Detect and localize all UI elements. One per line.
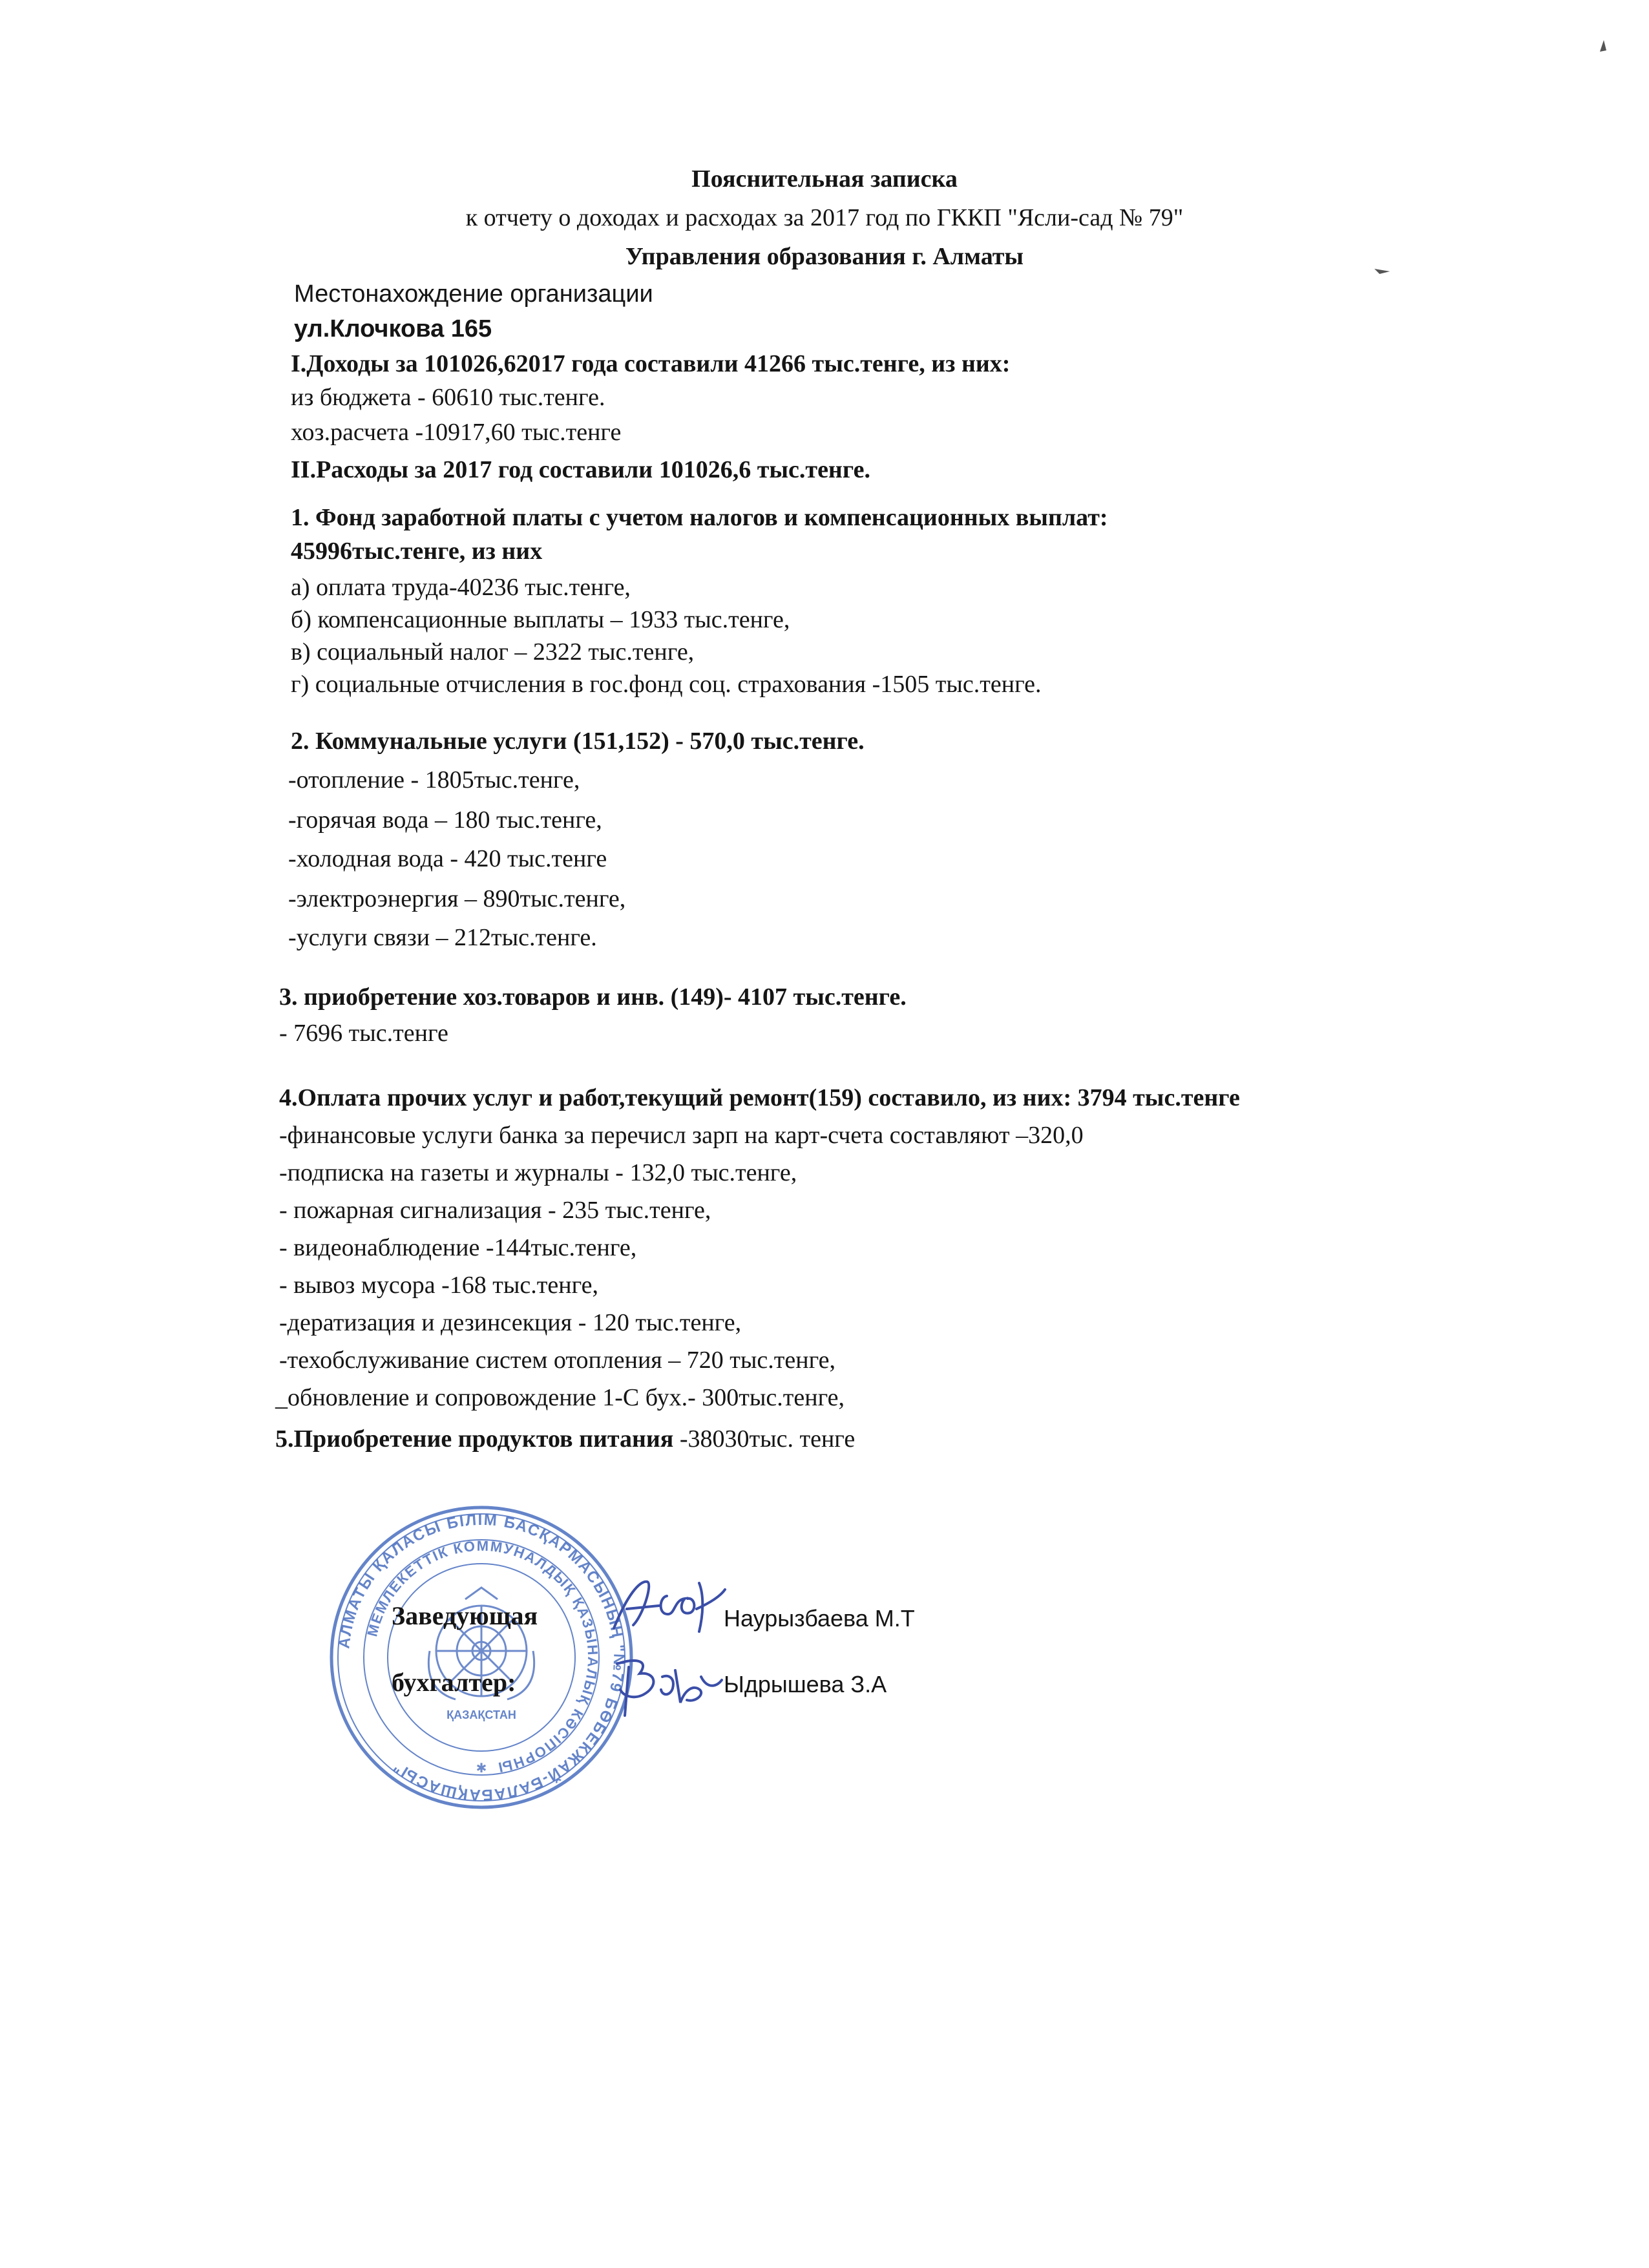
section2-item: -горячая вода – 180 тыс.тенге, — [288, 806, 602, 834]
accountant-label: бухгалтер: — [392, 1668, 516, 1697]
director-name: Наурызбаева М.Т — [724, 1605, 915, 1632]
stamp-outer-text: АЛМАТЫ ҚАЛАСЫ БІЛІМ БАСҚАРМАСЫНЫҢ "№79 БӨБЕКЖАЙ-БАЛАБАҚШАСЫ" — [335, 1511, 628, 1804]
section1-item: в) социальный налог – 2322 тыс.тенге, — [291, 638, 695, 666]
scan-mark-icon — [1596, 35, 1612, 54]
scan-mark-icon — [1373, 266, 1392, 277]
section2-item: -холодная вода - 420 тыс.тенге — [288, 845, 607, 872]
svg-text:МЕМЛЕКЕТТІК КОММУНАЛДЫҚ ҚАЗЫНА — [364, 1538, 601, 1776]
expenses-heading: II.Расходы за 2017 год составили 101026,6 тыс.тенге. — [291, 456, 870, 483]
section3-heading: 3. приобретение хоз.товаров и инв. (149)- 4107 тыс.тенге. — [279, 983, 907, 1011]
section4-item: -финансовые услуги банка за перечисл зарп на карт-счета составляют –320,0 — [279, 1122, 1084, 1149]
stamp-inner-text: МЕМЛЕКЕТТІК КОММУНАЛДЫҚ ҚАЗЫНАЛЫҚ КӘСІПОРНЫ — [364, 1537, 602, 1776]
income-item: из бюджета - 60610 тыс.тенге. — [291, 384, 605, 411]
section2-item: -услуги связи – 212тыс.тенге. — [288, 924, 597, 951]
section1-item: а) оплата труда-40236 тыс.тенге, — [291, 574, 631, 601]
section4-heading: 4.Оплата прочих услуг и работ,текущий ремонт(159) составило, из них: 3794 тыс.тенге — [279, 1084, 1240, 1111]
organization-line: Управления образования г. Алматы — [625, 243, 1024, 270]
section1-total: 45996тыс.тенге, из них — [291, 538, 543, 565]
director-label: Заведующая — [392, 1601, 538, 1630]
location-address: ул.Клочкова 165 — [294, 315, 492, 342]
section5-value: -38030тыс. тенге — [673, 1425, 856, 1453]
section4-item: -подписка на газеты и журналы - 132,0 тыс.тенге, — [279, 1159, 797, 1186]
organization-stamp — [326, 1502, 636, 1812]
section5-line — [275, 1424, 855, 1454]
accountant-name: Ыдрышева З.А — [724, 1671, 887, 1697]
section4-item: - видеонаблюдение -144тыс.тенге, — [279, 1234, 637, 1261]
star-icon: ✱ — [476, 1761, 487, 1776]
income-heading: I.Доходы за 101026,62017 года составили 41266 тыс.тенге, из них: — [291, 350, 1011, 377]
section4-item: -техобслуживание систем отопления – 720 тыс.тенге, — [279, 1347, 836, 1374]
section4-item: -дератизация и дезинсекция - 120 тыс.тенге, — [279, 1309, 742, 1336]
section1-item: б) компенсационные выплаты – 1933 тыс.тенге, — [291, 606, 790, 633]
section4-item: _обновление и сопровождение 1-С бух.- 300тыс.тенге, — [275, 1384, 845, 1411]
section4-item: - пожарная сигнализация - 235 тыс.тенге, — [279, 1197, 711, 1224]
accountant-signature-icon — [611, 1651, 727, 1722]
section3-item: - 7696 тыс.тенге — [279, 1020, 448, 1047]
director-signature-icon — [607, 1570, 730, 1641]
income-item: хоз.расчета -10917,60 тыс.тенге — [291, 419, 622, 446]
section4-item: - вывоз мусора -168 тыс.тенге, — [279, 1272, 599, 1299]
section5-heading: 5.Приобретение продуктов питания — [275, 1425, 674, 1453]
section1-heading: 1. Фонд заработной платы с учетом налогов и компенсационных выплат: — [291, 504, 1108, 531]
section2-item: -отопление - 1805тыс.тенге, — [288, 766, 580, 793]
document-subtitle: к отчету о доходах и расходах за 2017 год по ГККП "Ясли-сад № 79" — [465, 204, 1184, 231]
location-label: Местонахождение организации — [294, 280, 653, 308]
section1-item: г) социальные отчисления в гос.фонд соц. страхования -1505 тыс.тенге. — [291, 671, 1042, 698]
document-title: Пояснительная записка — [691, 165, 958, 193]
stamp-center-label: ҚАЗАҚСТАН — [446, 1708, 516, 1721]
section2-item: -электроэнергия – 890тыс.тенге, — [288, 885, 626, 912]
section2-heading: 2. Коммунальные услуги (151,152) - 570,0 тыс.тенге. — [291, 728, 865, 755]
